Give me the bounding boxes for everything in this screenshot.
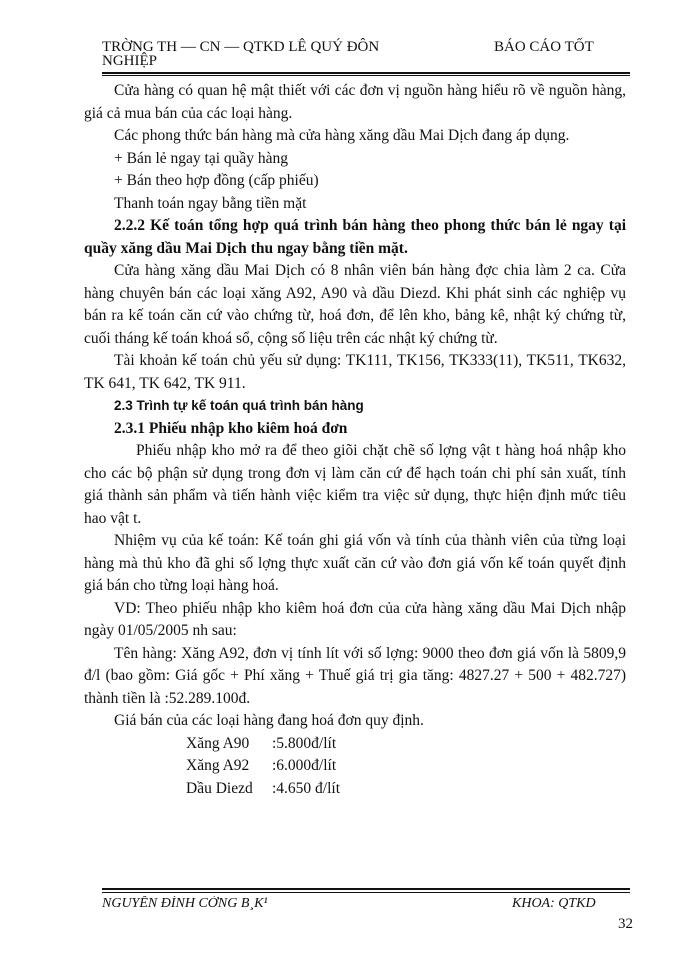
paragraph-price-intro: Giá bán của các loại hàng đang hoá đơn quy định. [114,712,424,729]
paragraph-receipt: Phiếu nhập kho mở ra để theo giõi chặt chẽ số lợng vật t hàng hoá nhập kho cho các bộ phận sử dụng trong đơn vị làm căn cứ để hạch toán chi phí sản xuất, tính giá thành sản phẩm và tiến hành việc kiểm tra việc sử dụng, thực hiện định mức tiêu hao vật t. [84,442,626,527]
footer-author: NGUYỄN ĐÌNH CỜNG B¸K¹ [102,896,268,910]
section-heading-2-3: 2.3 Trình tự kế toán quá trình bán hàng [114,398,364,413]
page-footer [102,896,630,910]
price-row [84,778,626,801]
paragraph-staff: Cửa hàng xăng dầu Mai Dịch có 8 nhân viên bán hàng đợc chia làm 2 ca. Cửa hàng chuyên bán các loại xăng A92, A90 và dầu Diezd. Khi phát sinh các nghiệp vụ bán ra kế toán căn cứ vào chứng từ, hoá đơn, để lên kho, bảng kê, nhật ký chứng từ, cuối tháng kế toán khoá sổ, cộng số liệu trên các nhật ký chứng từ. [84,262,626,347]
section-heading-2-3-1: 2.3.1 Phiếu nhập kho kiêm hoá đơn [114,419,348,437]
header-rule-thin [102,75,630,76]
price-value: :6.000đ/lít [272,757,337,774]
price-value: :4.650 đ/lít [272,779,341,797]
page-body [84,80,626,800]
price-name: Xăng A90 [186,734,250,752]
price-row [84,755,626,778]
paragraph-example: VD: Theo phiếu nhập kho kiêm hoá đơn của cửa hàng xăng dầu Mai Dịch nhập ngày 01/05/2005 nh sau: [84,599,626,639]
paragraph-duties: Nhiệm vụ của kế toán: Kế toán ghi giá vốn và tính của thành viên của từng loại hàng mà thủ kho đã ghi số lợng thực xuất căn cứ vào đơn giá vốn kế toán quyết định giá bán cho từng loại hàng hoá. [84,532,626,594]
list-item: + Bán theo hợp đồng (cấp phiếu) [114,172,319,189]
header-report-title: BÁO CÁO TỐT [494,39,594,55]
list-item: Thanh toán ngay bằng tiền mặt [114,194,307,212]
footer-rule-thin [102,892,630,893]
price-value: :5.800đ/lít [272,734,337,752]
footer-rule [102,888,630,890]
page-header [102,40,630,70]
page-number: 32 [618,916,633,932]
header-school: TRỜNG TH — CN — QTKD LÊ QUÝ ĐÔN NGHIỆP [102,39,380,69]
paragraph-suppliers: Cửa hàng có quan hệ mật thiết với các đơn vị nguồn hàng hiểu rõ về nguồn hàng, giá cả mua bán của các loại hàng. [84,82,626,122]
footer-department: KHOA: QTKD [512,896,596,910]
price-name: Dầu Diezd [186,779,253,797]
price-row [84,733,626,756]
price-name: Xăng A92 [186,757,250,774]
paragraph-goods: Tên hàng: Xăng A92, đơn vị tính lít với số lợng: 9000 theo đơn giá vốn là 5809,9 đ/l (bao gồm: Giá gốc + Phí xăng + Thuế giá trị gia tăng: 4827.27 + 500 + 482.727) thành tiền là :52.289.100đ. [84,644,626,707]
paragraph-accounts: Tài khoản kế toán chủ yếu sử dụng: TK111, TK156, TK333(11), TK511, TK632, TK 641, TK 642, TK 911. [84,352,626,392]
section-heading-2-2-2: 2.2.2 Kế toán tổng hợp quá trình bán hàng theo phong thức bán lẻ ngay tại quầy xăng dầu Mai Dịch thu ngay bằng tiền mặt. [84,217,626,257]
paragraph-sale-methods: Các phong thức bán hàng mà cửa hàng xăng dầu Mai Dịch đang áp dụng. [114,127,570,144]
list-item: + Bán lẻ ngay tại quầy hàng [114,149,289,167]
price-list [84,733,626,801]
header-rule [102,72,630,74]
